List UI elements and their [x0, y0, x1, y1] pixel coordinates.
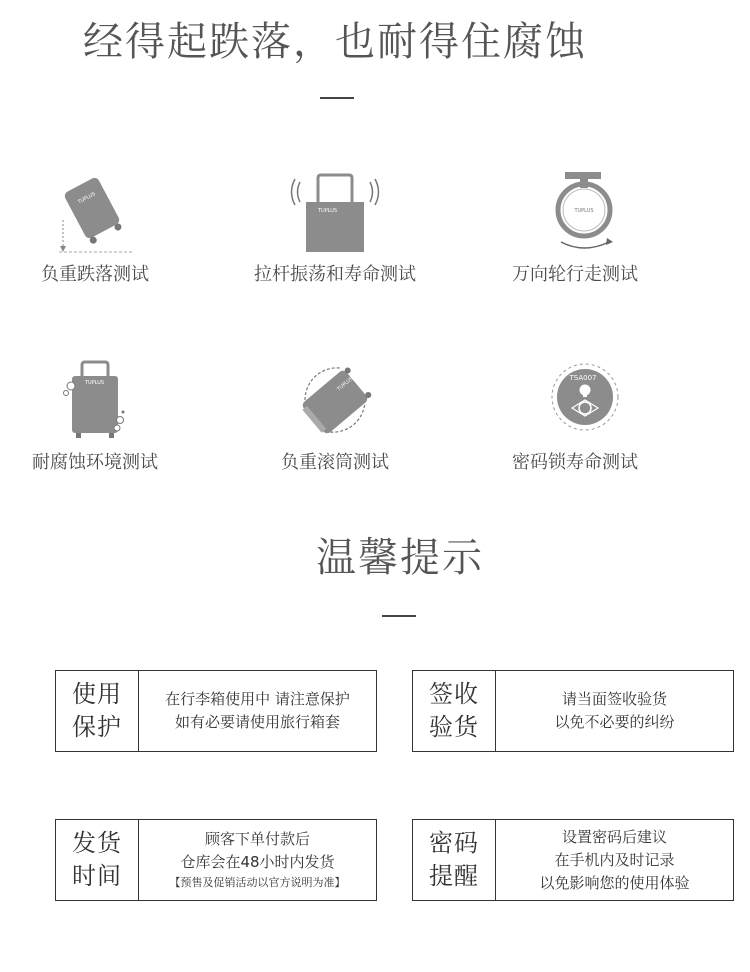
- test-item-handle: [235, 172, 435, 302]
- tip-line: 设置密码后建议: [561, 827, 667, 846]
- tip-line: 仓库会在48小时内发货: [180, 853, 335, 871]
- tips-title: 温馨提示: [316, 535, 484, 581]
- tip-line: 请当面签收验货: [561, 690, 667, 708]
- test-item-drop: [0, 172, 195, 302]
- tip-line: 在手机内及时记录: [554, 850, 675, 869]
- drop-test-icon: [45, 172, 145, 262]
- headline-divider: [320, 97, 354, 99]
- handle-vibration-icon: [285, 172, 385, 262]
- tip-line: 以免不必要的纠纷: [554, 713, 675, 731]
- tip-key: 发货 时间: [56, 820, 139, 900]
- tip-card-usage-protection: [55, 670, 377, 752]
- tip-card-shipping-time: [55, 819, 377, 901]
- test-label: 负重跌落测试: [41, 264, 149, 285]
- tip-line: 如有必要请使用旅行箱套: [174, 713, 340, 731]
- tip-card-inspection: [412, 670, 734, 752]
- tsa-lock-icon: [525, 360, 625, 450]
- test-item-lock: [475, 360, 675, 490]
- test-item-corrosion: [0, 360, 195, 490]
- test-item-drum: [235, 360, 435, 490]
- brand-mark: TUPLUS: [85, 380, 105, 386]
- tip-line: 以免影响您的使用体验: [539, 873, 690, 892]
- corrosion-test-icon: [45, 360, 145, 450]
- tip-line: 在行李箱使用中 请注意保护: [165, 690, 350, 708]
- test-label: 负重滚筒测试: [281, 452, 389, 473]
- brand-mark: TUPLUS: [76, 191, 97, 206]
- test-item-wheel: [475, 172, 675, 302]
- test-label: 耐腐蚀环境测试: [32, 452, 158, 473]
- tips-divider: [382, 615, 416, 617]
- tip-key: 密码 提醒: [413, 820, 496, 900]
- test-label: 拉杆振荡和寿命测试: [254, 264, 416, 285]
- spinner-wheel-icon: [525, 172, 625, 262]
- tip-card-password-reminder: [412, 819, 734, 901]
- brand-mark: TUPLUS: [336, 375, 355, 393]
- drum-test-icon: [285, 360, 385, 450]
- headline: 经得起跌落，也耐得住腐蚀: [83, 19, 587, 65]
- brand-mark: TUPLUS: [318, 208, 338, 214]
- lock-mark: TSA007: [569, 374, 597, 382]
- tip-key: 使用 保护: [56, 671, 139, 751]
- brand-mark: TUPLUS: [574, 208, 594, 214]
- tip-line: 顾客下单付款后: [204, 830, 310, 848]
- test-label: 密码锁寿命测试: [512, 452, 638, 473]
- tip-key: 签收 验货: [413, 671, 496, 751]
- test-label: 万向轮行走测试: [512, 264, 638, 285]
- tip-note: 【预售及促销活动以官方说明为准】: [169, 876, 346, 889]
